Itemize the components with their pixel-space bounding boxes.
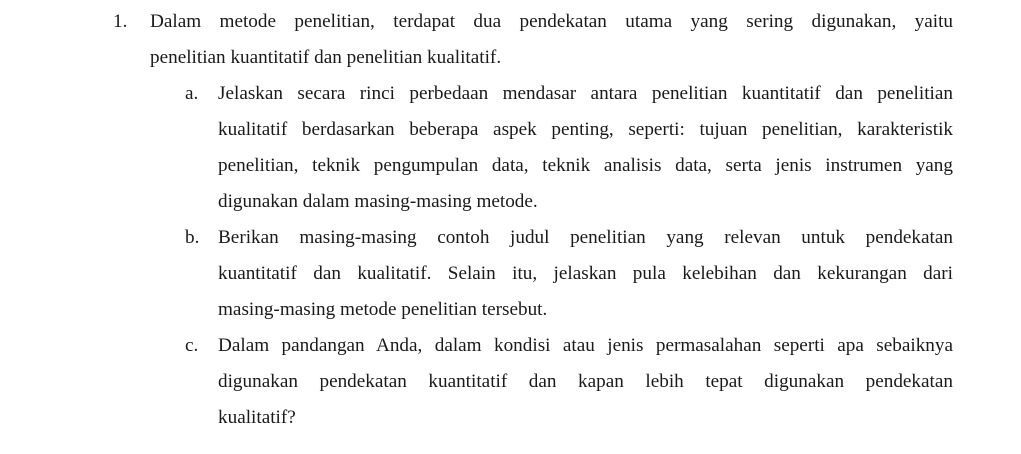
question-line: penelitian kuantitatif dan penelitian kualitatif. [150,47,502,68]
subquestion-line: Berikan masing-masing contoh judul penelitian yang relevan untuk pendekatan [218,227,953,248]
subquestion-line: digunakan dalam masing-masing metode. [218,191,538,212]
subquestion-text [218,76,953,220]
subquestion-line: Dalam pandangan Anda, dalam kondisi atau jenis permasalahan seperti apa sebaiknya [218,335,953,356]
subquestion-line: kualitatif berdasarkan beberapa aspek penting, seperti: tujuan penelitian, karakteristik [218,119,953,140]
question-text [150,4,953,76]
subquestion-line: masing-masing metode penelitian tersebut. [218,299,548,320]
question-number: 1. [113,11,128,32]
question-line: Dalam metode penelitian, terdapat dua pendekatan utama yang sering digunakan, yaitu [150,11,953,32]
subquestion-line: penelitian, teknik pengumpulan data, teknik analisis data, serta jenis instrumen yang [218,155,953,176]
subquestion-line: Jelaskan secara rinci perbedaan mendasar antara penelitian kuantitatif dan penelitian [218,83,953,104]
subquestion-text [218,220,953,328]
subquestion-letter: c. [185,335,199,356]
subquestion-letter: a. [185,83,199,104]
subquestion-line: kualitatif? [218,407,296,428]
subquestion-line: digunakan pendekatan kuantitatif dan kapan lebih tepat digunakan pendekatan [218,371,953,392]
subquestion-letter: b. [185,227,200,248]
subquestion-text [218,328,953,436]
subquestion-line: kuantitatif dan kualitatif. Selain itu, jelaskan pula kelebihan dan kekurangan dari [218,263,953,284]
